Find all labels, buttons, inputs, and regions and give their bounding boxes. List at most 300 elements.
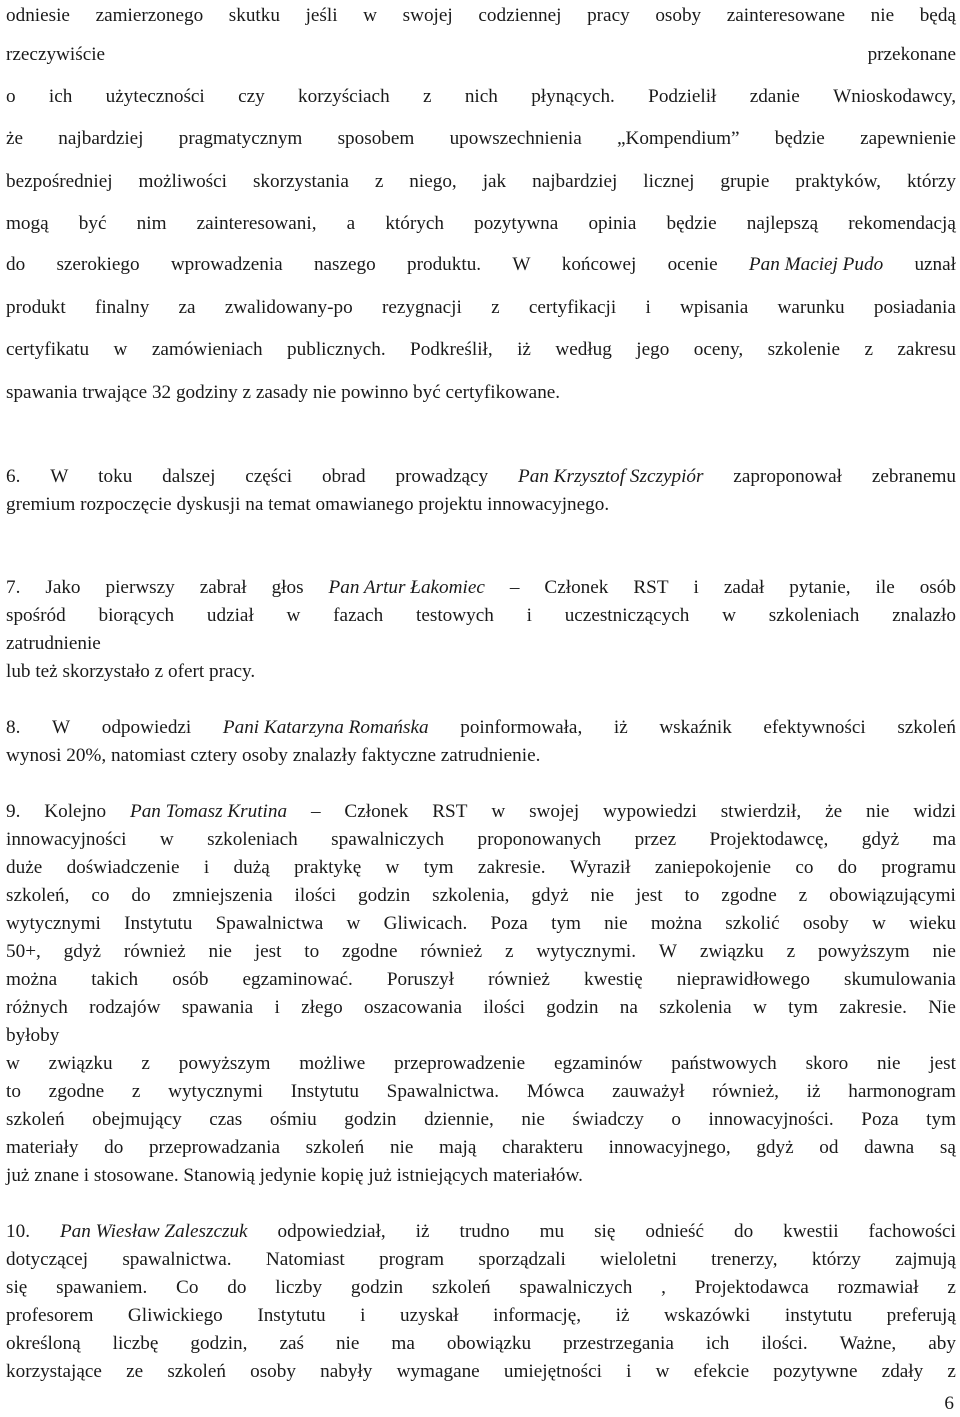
word: szerokiego (56, 254, 140, 275)
word: skumulowania (844, 969, 956, 990)
word: części (245, 466, 293, 487)
word: końcowej (561, 254, 637, 275)
word: do (6, 254, 26, 275)
word: będzie (666, 213, 717, 234)
person-name: Pan Wiesław Zaleszczuk (59, 1221, 248, 1242)
text-line: gremium rozpoczęcie dyskusji na temat omawianego projektu innowacyjnego. (6, 494, 610, 515)
word: od (819, 1137, 839, 1158)
word: najbardziej (532, 171, 618, 192)
word: osób (919, 577, 956, 598)
word: praktykę (294, 857, 362, 878)
word: kwestię (584, 969, 643, 990)
word: czy (238, 86, 265, 107)
word: nabyły (320, 1361, 373, 1382)
word: grupie (720, 171, 770, 192)
word: zdanie (749, 86, 800, 107)
word: licznej (643, 171, 695, 192)
text-line (6, 995, 956, 1021)
word: do (131, 885, 151, 906)
word: duże (6, 857, 43, 878)
word: zainteresowane (726, 5, 846, 26)
word: przeprowadzenie (394, 1053, 526, 1074)
person-name: Pani Katarzyna Romańska (222, 717, 429, 738)
word: godzin (344, 1109, 397, 1130)
word: zwalidowany-po (224, 297, 353, 318)
word: będzie (774, 128, 825, 149)
word: jego (636, 339, 670, 360)
word: zamówieniach (151, 339, 263, 360)
word: zajmują (895, 1249, 956, 1270)
word: warunku (777, 297, 845, 318)
word: spawalniczych (519, 1277, 633, 1298)
word: wprowadzenia (170, 254, 283, 275)
word: których (385, 213, 444, 234)
word: Poza (490, 913, 528, 934)
person-name: Pan Maciej Pudo (748, 254, 884, 275)
word: Spawalnictwa (215, 913, 324, 934)
word: godzin, (190, 1333, 248, 1354)
word: w (722, 605, 736, 626)
word: pozytywna (474, 213, 559, 234)
word: zebranemu (871, 466, 956, 487)
text-line (6, 855, 956, 881)
word: powyższym (817, 941, 910, 962)
word: liczby (275, 1277, 323, 1298)
word: nim (136, 213, 167, 234)
word: zauważył (612, 1081, 685, 1102)
word: szkoleniach (207, 829, 298, 850)
word: W (512, 254, 531, 275)
word: publicznych. (287, 339, 386, 360)
word: wskaźnik (659, 717, 732, 738)
word: najlepszą (746, 213, 819, 234)
word: Jako (45, 577, 81, 598)
word: rezygnacji (381, 297, 462, 318)
word: nie (521, 1109, 545, 1130)
word: szkoleń, (6, 885, 70, 906)
word: w (159, 829, 174, 850)
word: ilości. (761, 1333, 808, 1354)
word: zgodne (48, 1081, 105, 1102)
word: z (504, 941, 514, 962)
word: umiejętności (503, 1361, 602, 1382)
word: obejmujący (92, 1109, 182, 1130)
word: Poza (861, 1109, 899, 1130)
word: odnieść (645, 1221, 704, 1242)
word: stwierdził, (720, 801, 802, 822)
word: również (420, 941, 483, 962)
word: na (619, 997, 638, 1018)
word: ma (391, 1333, 415, 1354)
word: związku (48, 1053, 113, 1074)
text-line (6, 1331, 956, 1357)
word: odpowiedział, (277, 1221, 386, 1242)
word: przekonane (867, 44, 956, 65)
text-line (6, 911, 956, 937)
word: w (871, 913, 886, 934)
word: Wyraził (569, 857, 631, 878)
word: innowacyjności (6, 829, 127, 850)
word: trenerzy, (711, 1249, 778, 1270)
word: przestrzegania (563, 1333, 674, 1354)
word: produkt (6, 297, 66, 318)
word: pierwszy (105, 577, 175, 598)
word: również (488, 969, 550, 990)
word: Gliwicach. (383, 913, 468, 934)
word: zamierzonego (95, 5, 204, 26)
word: w (752, 997, 767, 1018)
word: ile (875, 577, 895, 598)
word: innowacyjnego, (608, 1137, 731, 1158)
word: Mówca (526, 1081, 585, 1102)
word: wytycznymi. (536, 941, 636, 962)
word: materiały (6, 1137, 79, 1158)
word: gdyż (531, 885, 569, 906)
word: dawna (864, 1137, 915, 1158)
word: w (6, 1053, 20, 1074)
word: Podzielił (648, 86, 717, 107)
word: osoby (802, 913, 849, 934)
text-line (6, 715, 956, 741)
word: iż (806, 1081, 821, 1102)
word: W (52, 717, 71, 738)
word: wskazówki (664, 1305, 751, 1326)
word: informację, (493, 1305, 582, 1326)
word: oszacowania (364, 997, 463, 1018)
word: toku (98, 466, 133, 487)
word: nie (877, 1053, 901, 1074)
word: nie (932, 941, 956, 962)
word: również (123, 941, 186, 962)
word: – (310, 801, 321, 822)
word: i (626, 1361, 632, 1382)
word: osób (172, 969, 209, 990)
text-line (6, 42, 956, 68)
word: nie (389, 1137, 414, 1158)
word: państwowych (671, 1053, 777, 1074)
word: osoby (655, 5, 702, 26)
person-name: Pan Krzysztof Szczypiór (517, 466, 704, 487)
word: codziennej (478, 5, 562, 26)
word: obowiązku (446, 1333, 532, 1354)
word: Spawalnictwa. (386, 1081, 500, 1102)
text-line (6, 3, 956, 29)
word: szkoleń (6, 1109, 65, 1130)
word: Poruszył (386, 969, 455, 990)
word: i (645, 297, 651, 318)
word: przez (634, 829, 677, 850)
word: rodzajów (89, 997, 161, 1018)
word: szkoleń (431, 1277, 491, 1298)
word: według (555, 339, 612, 360)
word: tym (788, 997, 818, 1018)
word: czas (209, 1109, 243, 1130)
word: płynących. (531, 86, 615, 107)
word: będą (919, 5, 956, 26)
word: że (825, 801, 843, 822)
word: z (422, 86, 432, 107)
word: Instytutu (257, 1305, 326, 1326)
word: ich (48, 86, 73, 107)
word: mogą (6, 213, 49, 234)
word: odpowiedzi (101, 717, 192, 738)
word: się (6, 1277, 28, 1298)
word: zadał (723, 577, 765, 598)
word: i (693, 577, 699, 598)
word: wypowiedzi (603, 801, 697, 822)
word: co (91, 885, 110, 906)
word: jeśli (305, 5, 338, 26)
word: charakteru (502, 1137, 583, 1158)
word: 10. (6, 1221, 30, 1242)
word: proponowanych (477, 829, 602, 850)
word: spawania (181, 997, 254, 1018)
text-line (6, 126, 956, 152)
word: oceny, (693, 339, 744, 360)
word: sposobem (337, 128, 415, 149)
word: z (947, 1277, 956, 1298)
word: szkolić (725, 913, 780, 934)
text-line: wynosi 20%, natomiast cztery osoby znalazły faktyczne zatrudnienie. (6, 745, 541, 766)
word: poinformowała, (460, 717, 583, 738)
word: do (227, 1277, 247, 1298)
word: pracy (587, 5, 630, 26)
text-line (6, 1135, 956, 1161)
word: to (6, 1081, 21, 1102)
word: skorzystania (252, 171, 349, 192)
word: dziennie, (424, 1109, 494, 1130)
word: głos (271, 577, 304, 598)
word: nie (870, 5, 895, 26)
word: są (939, 1137, 956, 1158)
word: W (50, 466, 69, 487)
word: zgodne (721, 885, 777, 906)
text-line (6, 967, 956, 993)
word: Gliwickiego (127, 1305, 223, 1326)
word: związku (699, 941, 764, 962)
word: testowych (416, 605, 494, 626)
word: i (360, 1305, 366, 1326)
word: zdały (881, 1361, 924, 1382)
word: w (655, 1361, 670, 1382)
word: tym (926, 1109, 956, 1130)
word: iż (517, 339, 531, 360)
word: w (363, 5, 378, 26)
word: W (658, 941, 677, 962)
word: wymagane (396, 1361, 480, 1382)
word: wpisania (680, 297, 749, 318)
word: Ważne, (839, 1333, 897, 1354)
word: posiadania (873, 297, 956, 318)
word: godzin (350, 1277, 404, 1298)
word: iż (415, 1221, 430, 1242)
word: tym (551, 913, 581, 934)
word: Projektodawcę, (709, 829, 829, 850)
text-line (6, 1359, 956, 1385)
word: fazach (333, 605, 384, 626)
word: z (947, 1361, 956, 1382)
word: aby (928, 1333, 956, 1354)
text-line (6, 1107, 956, 1133)
word: znalazło (892, 605, 956, 626)
word: o (6, 86, 16, 107)
person-name: Pan Tomasz Krutina (129, 801, 288, 822)
text-line (6, 211, 956, 237)
word: praktyków, (795, 171, 881, 192)
word: dalszej (162, 466, 216, 487)
word: wytycznymi (6, 913, 101, 934)
word: do (733, 1221, 754, 1242)
word: udział (206, 605, 254, 626)
word: preferują (886, 1305, 956, 1326)
word: o (671, 1109, 681, 1130)
text-line (6, 827, 956, 853)
word: zakresie. (477, 857, 546, 878)
person-name: Pan Artur Łakomiec (328, 577, 485, 598)
word: egzaminów (553, 1053, 643, 1074)
word: fachowości (868, 1221, 956, 1242)
word: egzaminować. (242, 969, 353, 990)
word: mu (539, 1221, 565, 1242)
word: Instytutu (290, 1081, 359, 1102)
text-line (6, 337, 956, 363)
word: szkoleń (167, 1361, 226, 1382)
word: nich (464, 86, 498, 107)
word: różnych (6, 997, 68, 1018)
text-line (6, 84, 956, 110)
word: kwestii (783, 1221, 839, 1242)
word: ich (705, 1333, 730, 1354)
word: w (286, 605, 301, 626)
text-line (6, 1275, 956, 1301)
word: spośród (6, 605, 66, 626)
word: RST (633, 577, 669, 598)
word: obrad (321, 466, 366, 487)
word: Podkreślił, (410, 339, 493, 360)
word: możliwe (299, 1053, 366, 1074)
word: zaniepokojenie (654, 857, 772, 878)
word: pozytywne (773, 1361, 858, 1382)
word: iż (615, 1305, 630, 1326)
word: możliwości (138, 171, 227, 192)
text-line: lub też skorzystało z ofert pracy. (6, 661, 256, 682)
text-line (6, 169, 956, 195)
word: z (131, 1081, 141, 1102)
word: nie (590, 885, 614, 906)
text-line (6, 939, 956, 965)
word: rekomendacją (848, 213, 956, 234)
word: którzy (811, 1249, 861, 1270)
word: , (661, 1277, 666, 1298)
word: profesorem (6, 1305, 94, 1326)
text-line (6, 1051, 956, 1077)
word: obowiązującymi (829, 885, 956, 906)
word: trudno (459, 1221, 510, 1242)
word: i (274, 997, 280, 1018)
word: upowszechnienia (449, 128, 582, 149)
word: w (385, 857, 400, 878)
word: efekcie (693, 1361, 750, 1382)
text-line: byłoby (6, 1025, 60, 1046)
word: spawalnictwa. (122, 1249, 232, 1270)
word: uzyskał (400, 1305, 459, 1326)
page-number: 6 (944, 1393, 954, 1414)
word: jest (254, 941, 282, 962)
word: rozmawiał (837, 1277, 919, 1298)
word: ma (932, 829, 956, 850)
word: i (203, 857, 210, 878)
word: być (78, 213, 107, 234)
word: świadczy (572, 1109, 644, 1130)
word: z (864, 339, 873, 360)
word: gdyż (756, 1137, 794, 1158)
word: złego (301, 997, 343, 1018)
word: zaproponował (733, 466, 842, 487)
text-line (6, 1303, 956, 1329)
word: 7. (6, 577, 21, 598)
text-line (6, 603, 956, 629)
word: swojej (402, 5, 453, 26)
word: „Kompendium” (616, 128, 740, 149)
word: harmonogram (848, 1081, 956, 1102)
word: ilości (483, 997, 525, 1018)
word: szkoleniach (768, 605, 860, 626)
word: skoro (805, 1053, 849, 1074)
word: co (795, 857, 814, 878)
word: nie (604, 913, 628, 934)
word: nie (208, 941, 232, 962)
word: najbardziej (58, 128, 144, 149)
word: szkolenia, (432, 885, 510, 906)
word: Członek (344, 801, 409, 822)
text-line (6, 1247, 956, 1273)
word: w (113, 339, 128, 360)
word: takich (91, 969, 139, 990)
word: 8. (6, 717, 21, 738)
word: instytutu (784, 1305, 853, 1326)
word: zainteresowani, (196, 213, 317, 234)
text-line (6, 464, 956, 490)
word: można (650, 913, 703, 934)
word: za (178, 297, 196, 318)
word: określoną (6, 1333, 81, 1354)
word: 6. (6, 466, 21, 487)
word: produktu. (407, 254, 482, 275)
text-line (6, 252, 956, 278)
word: w (346, 913, 361, 934)
text-line (6, 1079, 956, 1105)
text-line: spawania trwające 32 godziny z zasady nie powinno być certyfikowane. (6, 382, 561, 403)
word: ośmiu (269, 1109, 317, 1130)
word: szkolenia (659, 997, 732, 1018)
word: dotyczącej (6, 1249, 89, 1270)
word: zgodne (342, 941, 398, 962)
word: spawaniem. (56, 1277, 148, 1298)
word: i (526, 605, 532, 626)
word: z (491, 297, 500, 318)
word: zapewnienie (860, 128, 956, 149)
text-line: już znane i stosowane. Stanowią jedynie kopię już istniejących materiałów. (6, 1165, 583, 1186)
word: jest (635, 885, 663, 906)
word: Co (176, 1277, 199, 1298)
word: mają (439, 1137, 477, 1158)
word: Kolejno (44, 801, 107, 822)
text-line (6, 1219, 956, 1245)
word: programu (881, 857, 956, 878)
word: również, (712, 1081, 779, 1102)
word: Natomiast (265, 1249, 345, 1270)
word: korzyściach (298, 86, 390, 107)
